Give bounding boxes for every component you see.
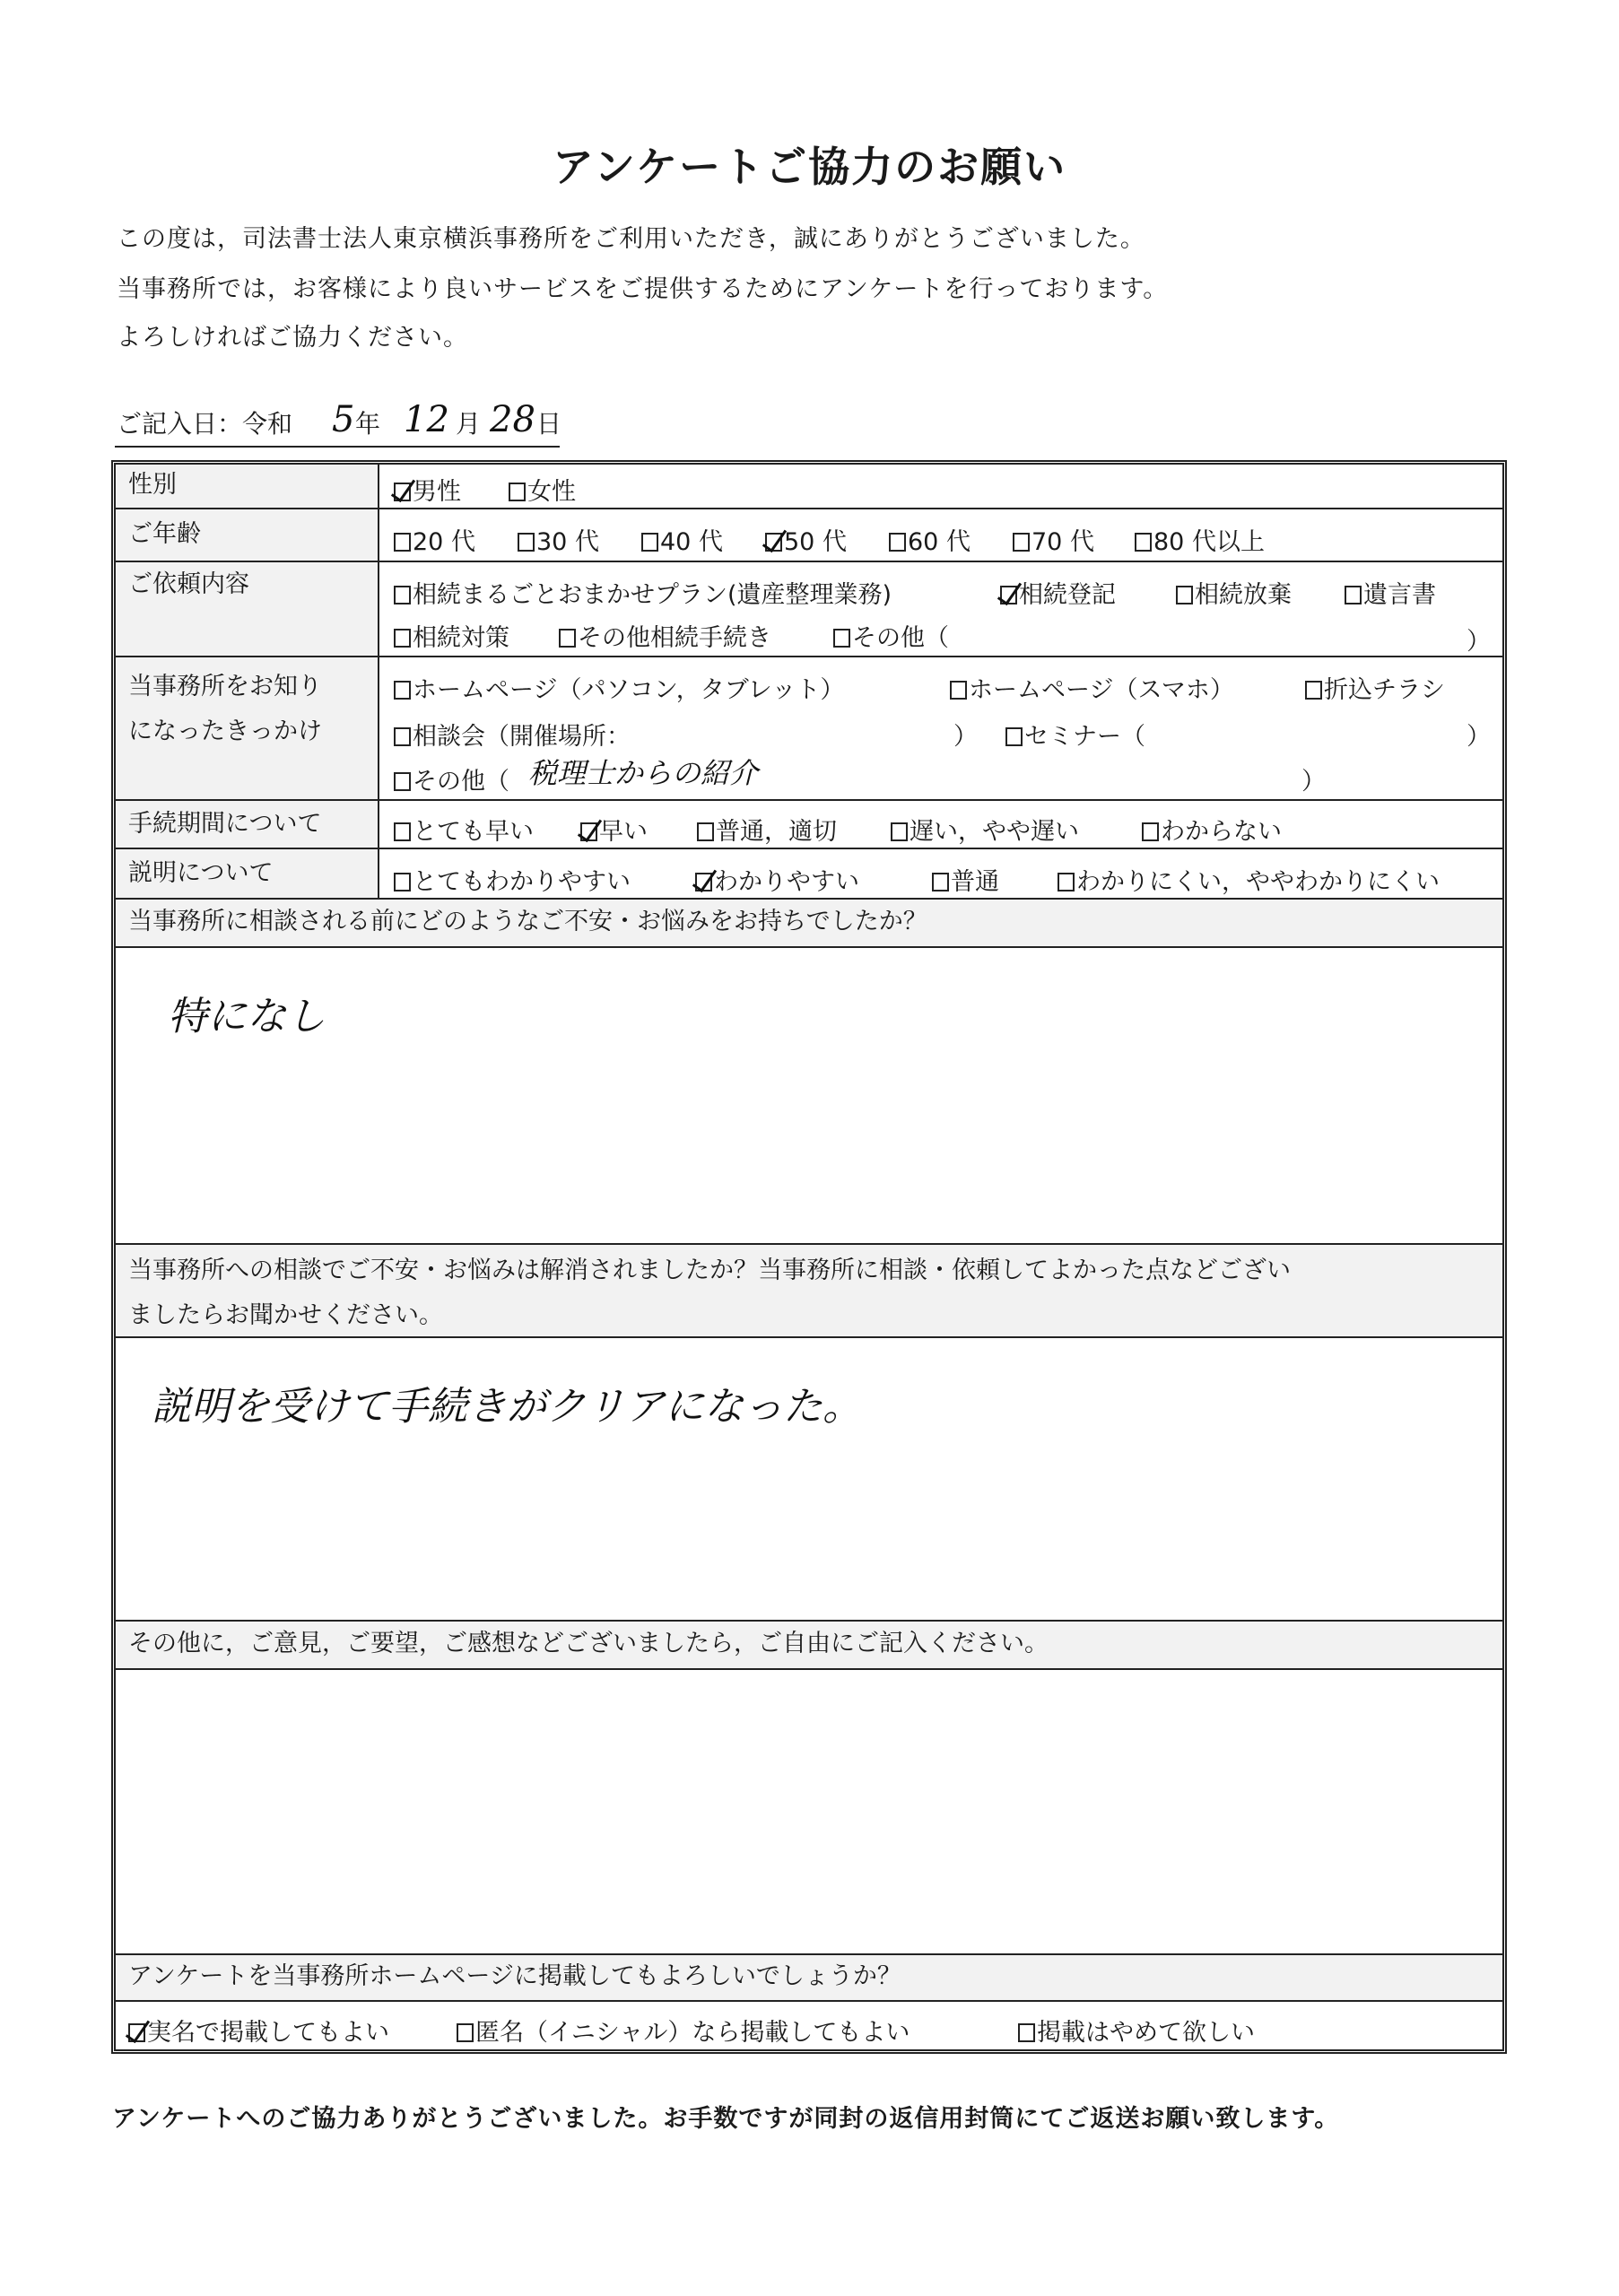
option-fast[interactable]: 早い bbox=[580, 812, 648, 847]
checkbox-icon[interactable] bbox=[1345, 586, 1362, 604]
date-month-value[interactable]: 12 bbox=[404, 399, 449, 440]
option-normal[interactable]: 普通，適切 bbox=[697, 812, 837, 847]
row-source bbox=[116, 657, 1502, 801]
option-will[interactable]: 遺言書 bbox=[1345, 575, 1436, 610]
option-age-50[interactable]: 50 代 bbox=[765, 522, 847, 557]
entry-date-label: ご記入日：令和 bbox=[117, 409, 293, 439]
period-options bbox=[394, 801, 1495, 848]
checkbox-checked-icon[interactable] bbox=[128, 2023, 145, 2042]
checkbox-icon[interactable] bbox=[1058, 873, 1075, 891]
checkbox-checked-icon[interactable] bbox=[695, 873, 712, 891]
option-very-clear[interactable]: とてもわかりやすい bbox=[394, 862, 631, 897]
option-no-publish[interactable]: 掲載はやめて欲しい bbox=[1018, 2013, 1255, 2048]
request-other-close-paren: ） bbox=[1467, 628, 1491, 656]
explanation-options bbox=[394, 849, 1495, 898]
option-homepage-pc[interactable]: ホームページ（パソコン，タブレット） bbox=[394, 670, 844, 705]
footer-thanks: アンケートへのご協力ありがとうございました。お手数ですが同封の返信用封筒にてご返送お願い致します。 bbox=[112, 2105, 1340, 2133]
option-homepage-smartphone[interactable]: ホームページ（スマホ） bbox=[950, 670, 1234, 705]
date-day-unit: 日 bbox=[536, 409, 562, 439]
date-year-unit: 年 bbox=[355, 409, 381, 439]
question-1-prompt: 当事務所に相談される前にどのようなご不安・お悩みをお持ちでしたか？ bbox=[116, 900, 1502, 948]
row-gender bbox=[116, 465, 1502, 509]
option-publish-real-name[interactable]: 実名で掲載してもよい bbox=[128, 2013, 389, 2048]
checkbox-icon[interactable] bbox=[394, 822, 411, 841]
option-inheritance-registration[interactable]: 相続登記 bbox=[1000, 575, 1116, 610]
date-day-value[interactable]: 28 bbox=[490, 399, 535, 440]
option-very-fast[interactable]: とても早い bbox=[394, 812, 534, 847]
gender-options bbox=[394, 465, 1495, 508]
intro-line-1: この度は，司法書士法人東京横浜事務所をご利用いただき，誠にありがとうございました。 bbox=[117, 225, 1145, 253]
row-explanation bbox=[116, 849, 1502, 900]
intro-line-2: 当事務所では，お客様により良いサービスをご提供するためにアンケートを行っております。 bbox=[117, 275, 1169, 303]
checkbox-icon[interactable] bbox=[950, 681, 967, 700]
source-options bbox=[394, 657, 1495, 799]
option-unclear[interactable]: わかりにくい，ややわかりにくい bbox=[1058, 862, 1440, 897]
checkbox-icon[interactable] bbox=[394, 727, 411, 746]
row-label-request: ご依頼内容 bbox=[116, 562, 379, 656]
date-year-value[interactable]: 5 bbox=[332, 399, 355, 440]
option-female[interactable]: 女性 bbox=[509, 472, 576, 507]
option-flyer[interactable]: 折込チラシ bbox=[1305, 670, 1445, 705]
option-full-inheritance-plan[interactable]: 相続まるごとおまかせプラン(遺産整理業務) bbox=[394, 575, 892, 610]
question-3-answer-area[interactable] bbox=[116, 1670, 1502, 1955]
row-label-explanation: 説明について bbox=[116, 849, 379, 898]
page-title: アンケートご協力のお願い bbox=[552, 143, 1067, 191]
option-consultation-session[interactable]: 相談会（開催場所： bbox=[394, 717, 631, 752]
checkbox-checked-icon[interactable] bbox=[765, 533, 782, 552]
checkbox-icon[interactable] bbox=[394, 629, 411, 648]
checkbox-checked-icon[interactable] bbox=[1000, 586, 1017, 604]
option-age-40[interactable]: 40 代 bbox=[641, 522, 723, 557]
source-other-close-paren: ） bbox=[1301, 768, 1326, 796]
row-request bbox=[116, 562, 1502, 657]
checkbox-icon[interactable] bbox=[394, 586, 411, 604]
option-inheritance-renunciation[interactable]: 相続放棄 bbox=[1176, 575, 1292, 610]
date-month-unit: 月 bbox=[456, 409, 482, 439]
checkbox-icon[interactable] bbox=[394, 873, 411, 891]
option-age-70[interactable]: 70 代 bbox=[1013, 522, 1094, 557]
checkbox-icon[interactable] bbox=[394, 533, 411, 552]
checkbox-icon[interactable] bbox=[697, 822, 714, 841]
option-age-80-plus[interactable]: 80 代以上 bbox=[1135, 522, 1265, 557]
age-options bbox=[394, 509, 1495, 561]
option-request-other[interactable]: その他（ bbox=[833, 618, 949, 653]
question-2-answer-area[interactable] bbox=[116, 1338, 1502, 1622]
checkbox-icon[interactable] bbox=[1142, 822, 1159, 841]
option-source-other[interactable]: その他（ bbox=[394, 761, 509, 796]
row-period bbox=[116, 801, 1502, 849]
checkbox-checked-icon[interactable] bbox=[580, 822, 597, 841]
intro-line-3: よろしければご協力ください。 bbox=[117, 324, 468, 352]
row-label-age: ご年齢 bbox=[116, 509, 379, 561]
option-male[interactable]: 男性 bbox=[394, 472, 461, 507]
checkbox-icon[interactable] bbox=[1013, 533, 1030, 552]
option-publish-anonymous[interactable]: 匿名（イニシャル）なら掲載してもよい bbox=[457, 2013, 910, 2048]
checkbox-icon[interactable] bbox=[889, 533, 906, 552]
option-clear[interactable]: わかりやすい bbox=[695, 862, 859, 897]
row-age bbox=[116, 509, 1502, 562]
option-period-unknown[interactable]: わからない bbox=[1142, 812, 1282, 847]
option-inheritance-planning[interactable]: 相続対策 bbox=[394, 618, 509, 653]
checkbox-icon[interactable] bbox=[1005, 727, 1023, 746]
source-other-value[interactable]: 税理士からの紹介 bbox=[528, 756, 759, 790]
checkbox-icon[interactable] bbox=[932, 873, 949, 891]
question-2-prompt: 当事務所への相談でご不安・お悩みは解消されましたか？当事務所に相談・依頼してよかった点などござい ましたらお聞かせください。 bbox=[116, 1245, 1502, 1338]
checkbox-icon[interactable] bbox=[1305, 681, 1322, 700]
option-explanation-normal[interactable]: 普通 bbox=[932, 862, 999, 897]
checkbox-icon[interactable] bbox=[641, 533, 658, 552]
entry-date-field[interactable] bbox=[115, 399, 560, 448]
checkbox-icon[interactable] bbox=[891, 822, 908, 841]
checkbox-icon[interactable] bbox=[559, 629, 576, 648]
publish-options bbox=[116, 2002, 1502, 2049]
option-other-inheritance-procedures[interactable]: その他相続手続き bbox=[559, 618, 771, 653]
question-1-answer: 特になし bbox=[168, 994, 326, 1039]
row-label-source: 当事務所をお知り になったきっかけ bbox=[116, 657, 379, 799]
checkbox-icon[interactable] bbox=[1135, 533, 1152, 552]
checkbox-icon[interactable] bbox=[457, 2023, 474, 2042]
checkbox-checked-icon[interactable] bbox=[394, 483, 411, 501]
row-label-gender: 性別 bbox=[116, 465, 379, 508]
row-label-period: 手続期間について bbox=[116, 801, 379, 848]
option-age-30[interactable]: 30 代 bbox=[518, 522, 599, 557]
question-1-answer-area[interactable] bbox=[116, 948, 1502, 1245]
option-age-20[interactable]: 20 代 bbox=[394, 522, 475, 557]
checkbox-icon[interactable] bbox=[1176, 586, 1193, 604]
checkbox-icon[interactable] bbox=[518, 533, 535, 552]
checkbox-icon[interactable] bbox=[1018, 2023, 1035, 2042]
option-age-60[interactable]: 60 代 bbox=[889, 522, 971, 557]
seminar-close-paren: ） bbox=[1467, 723, 1491, 751]
publish-prompt: アンケートを当事務所ホームページに掲載してもよろしいでしょうか？ bbox=[116, 1955, 1502, 2002]
checkbox-icon[interactable] bbox=[394, 681, 411, 700]
checkbox-icon[interactable] bbox=[509, 483, 526, 501]
option-seminar[interactable]: セミナー（ bbox=[1005, 717, 1145, 752]
question-3-prompt: その他に，ご意見，ご要望，ご感想などございましたら，ご自由にご記入ください。 bbox=[116, 1622, 1502, 1670]
question-2-answer: 説明を受けて手続きがクリアになった。 bbox=[152, 1384, 862, 1430]
survey-table bbox=[111, 460, 1507, 2054]
option-slow[interactable]: 遅い，やや遅い bbox=[891, 812, 1079, 847]
checkbox-icon[interactable] bbox=[833, 629, 850, 648]
checkbox-icon[interactable] bbox=[394, 772, 411, 791]
request-options bbox=[394, 562, 1495, 656]
consultation-close-paren: ） bbox=[953, 723, 978, 751]
